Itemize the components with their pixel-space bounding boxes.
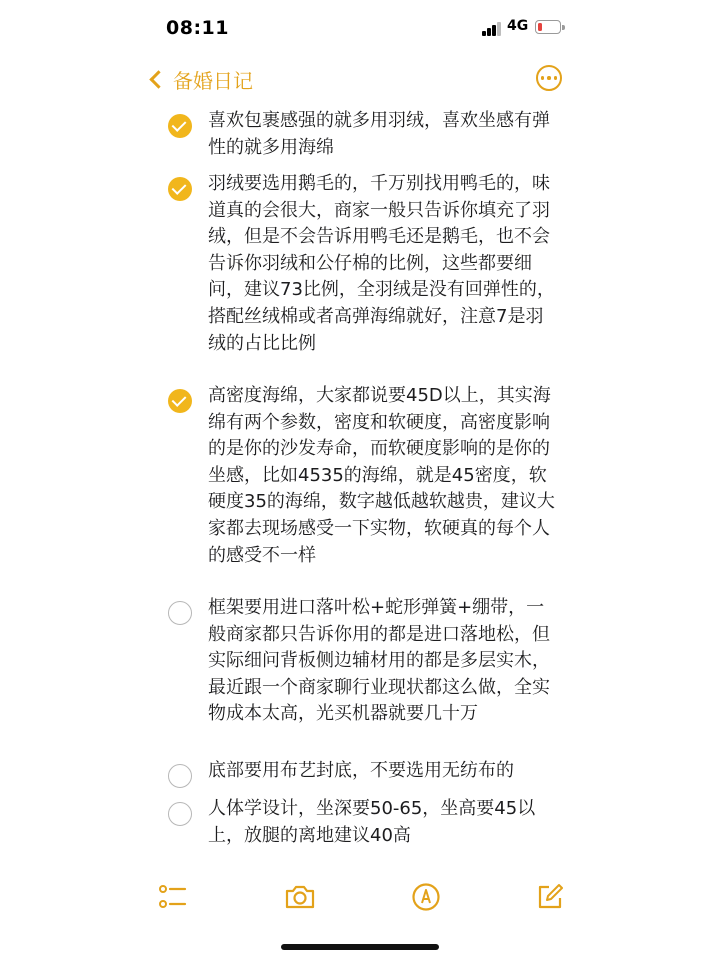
checklist-item-text[interactable]: 高密度海绵，大家都说要45D以上，其实海绵有两个参数，密度和软硬度，高密度影响的是你的沙发寿命，而软硬度影响的是你的坐感，比如4535的海绵，就是45密度，软硬度35的海绵，数字越低越软越贵，建议大家都去现场感受一下实物，软硬真的每个人的感受不一样 bbox=[208, 385, 555, 566]
more-options-button[interactable] bbox=[536, 65, 562, 91]
checkbox-unchecked[interactable] bbox=[168, 764, 192, 788]
network-type: 4G bbox=[507, 18, 529, 34]
checkbox-checked[interactable] bbox=[168, 114, 192, 138]
back-label: 备婚日记 bbox=[173, 68, 253, 93]
chevron-left-icon bbox=[149, 70, 167, 88]
compose-icon[interactable] bbox=[535, 882, 565, 916]
checklist-item-text[interactable]: 框架要用进口落叶松+蛇形弹簧+绷带，一般商家都只告诉你用的都是进口落地松，但实际细问背板侧边辅材用的都是多层实木，最近跟一个商家聊行业现状都这么做，全实物成本太高，光买机器就要几十万 bbox=[208, 597, 550, 725]
checklist-icon[interactable] bbox=[158, 882, 188, 916]
battery-level bbox=[538, 23, 542, 31]
more-dot bbox=[547, 76, 551, 80]
checkbox-unchecked[interactable] bbox=[168, 802, 192, 826]
checkbox-checked[interactable] bbox=[168, 389, 192, 413]
back-button[interactable] bbox=[146, 64, 253, 94]
camera-icon[interactable] bbox=[284, 882, 316, 916]
bottom-toolbar bbox=[0, 872, 720, 922]
battery-icon bbox=[535, 20, 561, 34]
checkbox-checked[interactable] bbox=[168, 177, 192, 201]
nav-bar bbox=[0, 56, 720, 102]
battery-cap bbox=[562, 25, 565, 30]
checklist-item-text[interactable]: 底部要用布艺封底，不要选用无纺布的 bbox=[208, 760, 514, 781]
checklist-item-text[interactable]: 人体学设计，坐深要50-65，坐高要45以上，放腿的离地建议40高 bbox=[208, 798, 536, 846]
more-dot bbox=[554, 76, 558, 80]
markup-pen-icon[interactable] bbox=[411, 882, 441, 916]
status-time: 08:11 bbox=[166, 17, 229, 39]
checkbox-unchecked[interactable] bbox=[168, 601, 192, 625]
checklist-item-text[interactable]: 羽绒要选用鹅毛的，千万别找用鸭毛的，味道真的会很大，商家一般只告诉你填充了羽绒，但是不会告诉用鸭毛还是鹅毛，也不会告诉你羽绒和公仔棉的比例，这些都要细问，建议73比例，全羽绒是没有回弹性的，搭配丝绒棉或者高弹海绵就好，注意7是羽绒的占比比例 bbox=[208, 173, 555, 354]
checklist-item-text[interactable]: 喜欢包裹感强的就多用羽绒，喜欢坐感有弹性的就多用海绵 bbox=[208, 110, 550, 158]
more-dot bbox=[541, 76, 545, 80]
status-bar bbox=[0, 0, 720, 56]
home-indicator[interactable] bbox=[281, 944, 439, 950]
signal-icon bbox=[482, 22, 502, 36]
